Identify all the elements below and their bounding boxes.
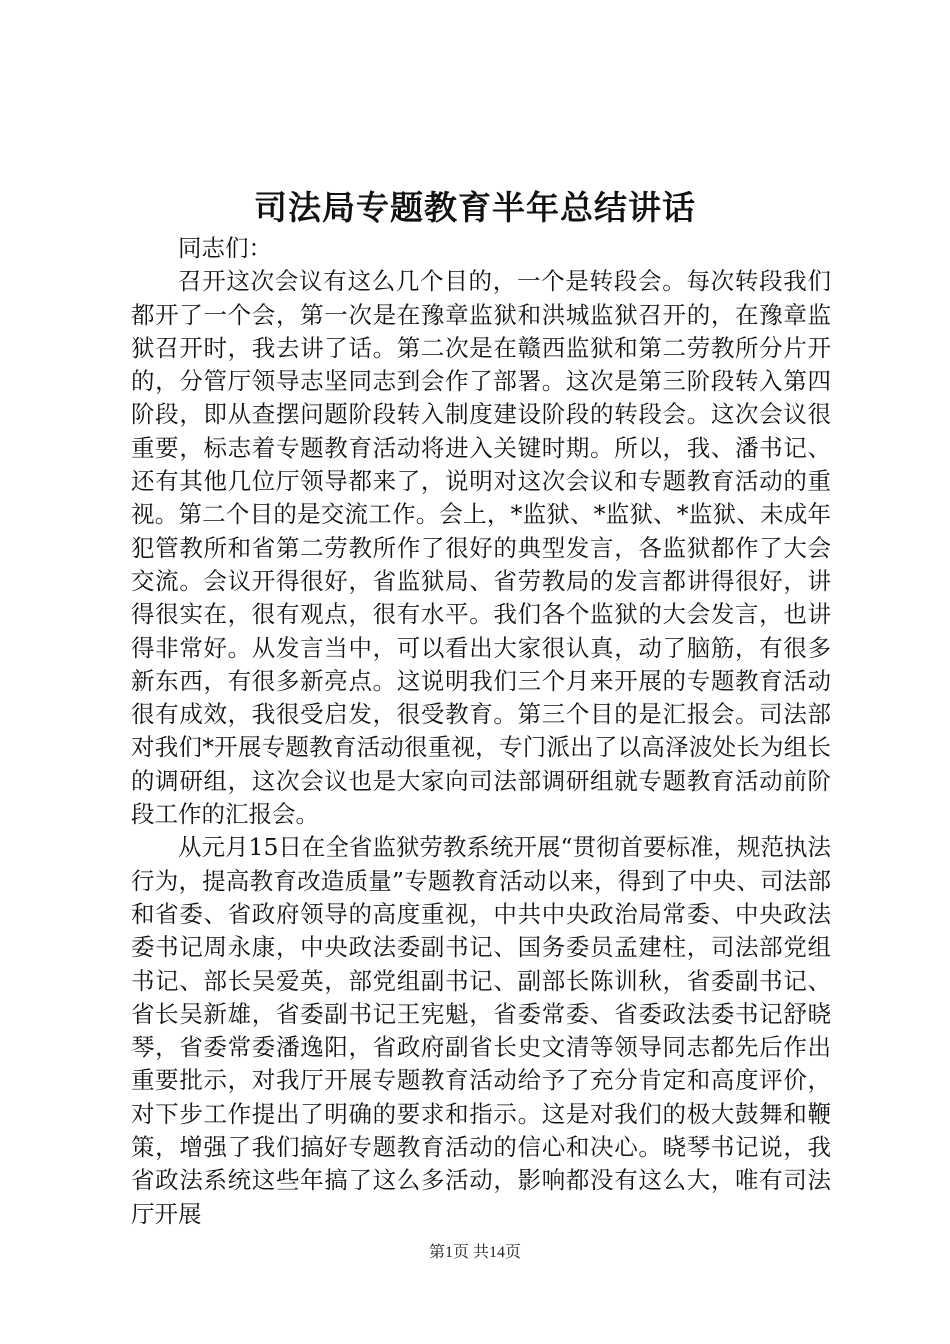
document-title: 司法局专题教育半年总结讲话 [254,188,696,227]
salutation: 同志们： [178,234,272,262]
document-body [131,232,831,1231]
page-footer: 第1页 共14页 [428,1244,521,1261]
paragraph-1: 召开这次会议有这么几个目的，一个是转段会。每次转段我们都开了一个会，第一次是在豫章监狱和洪城监狱召开的，在豫章监狱召开时，我去讲了话。第二次是在赣西监狱和第二劳教所分片开的，分管厅领导志坚同志到会作了部署。这次是第三阶段转入第四阶段，即从查摆问题阶段转入制度建设阶段的转段会。这次会议很重要，标志着专题教育活动将进入关键时期。所以，我、潘书记、还有其他几位厅领导都来了，说明对这次会议和专题教育活动的重视。第二个目的是交流工作。会上，*监狱、*监狱、*监狱、未成年犯管教所和省第二劳教所作了很好的典型发言，各监狱都作了大会交流。会议开得很好，省监狱局、省劳教局的发言都讲得很好，讲得很实在，很有观点，很有水平。我们各个监狱的大会发言，也讲得非常好。从发言当中，可以看出大家很认真，动了脑筋，有很多新东西，有很多新亮点。这说明我们三个月来开展的专题教育活动很有成效，我很受启发，很受教育。第三个目的是汇报会。司法部对我们*开展专题教育活动很重视，专门派出了以高泽波处长为组长的调研组，这次会议也是大家向司法部调研组就专题教育活动前阶段工作的汇报会。 [131,267,831,829]
paragraph-2: 从元月15日在全省监狱劳教系统开展“贯彻首要标准，规范执法行为，提高教育改造质量”专题教育活动以来，得到了中央、司法部和省委、省政府领导的高度重视，中共中央政治局常委、中央政法委书记周永康，中央政法委副书记、国务委员孟建柱，司法部党组书记、部长吴爱英，部党组副书记、副部长陈训秋，省委副书记、省长吴新雄，省委副书记王宪魁，省委常委、省委政法委书记舒晓琴，省委常委潘逸阳，省政府副省长史文清等领导同志都先后作出重要批示，对我厅开展专题教育活动给予了充分肯定和高度评价，对下步工作提出了明确的要求和指示。这是对我们的极大鼓舞和鞭策，增强了我们搞好专题教育活动的信心和决心。晓琴书记说，我省政法系统这些年搞了这么多活动，影响都没有这么大，唯有司法厅开展 [131,833,831,1228]
